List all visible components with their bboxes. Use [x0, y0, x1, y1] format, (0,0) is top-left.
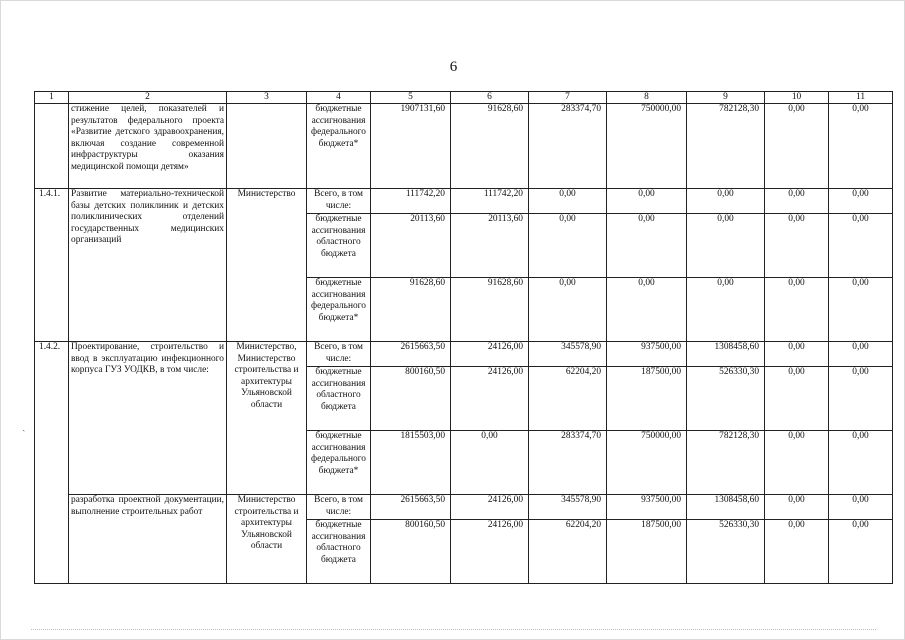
amount-cell: 782128,30: [687, 104, 765, 189]
amount-cell: 0,00: [765, 431, 829, 495]
amount-cell: 0,00: [829, 189, 893, 214]
amount-cell: 24126,00: [451, 495, 529, 520]
amount-cell: 20113,60: [371, 214, 451, 278]
column-header: 2: [69, 92, 227, 104]
amount-cell: 0,00: [607, 214, 687, 278]
column-header: 3: [227, 92, 307, 104]
amount-cell: 91628,60: [451, 278, 529, 342]
amount-cell: 0,00: [607, 278, 687, 342]
amount-cell: 0,00: [529, 189, 607, 214]
funding-source-cell: Всего, в том числе:: [307, 342, 371, 367]
column-header: 4: [307, 92, 371, 104]
amount-cell: 0,00: [765, 214, 829, 278]
amount-cell: 0,00: [829, 431, 893, 495]
funding-source-cell: Всего, в том числе:: [307, 189, 371, 214]
amount-cell: 0,00: [765, 189, 829, 214]
amount-cell: 0,00: [529, 214, 607, 278]
amount-cell: 0,00: [451, 431, 529, 495]
amount-cell: 62204,20: [529, 520, 607, 584]
table-row: [35, 342, 893, 367]
column-header: 9: [687, 92, 765, 104]
amount-cell: 800160,50: [371, 367, 451, 431]
amount-cell: 0,00: [687, 278, 765, 342]
amount-cell: 187500,00: [607, 520, 687, 584]
amount-cell: 345578,90: [529, 342, 607, 367]
row-number-cell: 1.4.1.: [35, 189, 69, 342]
amount-cell: 526330,30: [687, 367, 765, 431]
funding-source-cell: бюджетные ассигнования областного бюджета: [307, 367, 371, 431]
amount-cell: 1308458,60: [687, 342, 765, 367]
amount-cell: 750000,00: [607, 104, 687, 189]
amount-cell: 283374,70: [529, 431, 607, 495]
amount-cell: 91628,60: [451, 104, 529, 189]
scan-mark: ˏ: [22, 421, 26, 432]
amount-cell: 0,00: [829, 278, 893, 342]
amount-cell: 0,00: [829, 520, 893, 584]
amount-cell: 24126,00: [451, 367, 529, 431]
funding-source-cell: бюджетные ассигнования федерального бюджета*: [307, 104, 371, 189]
amount-cell: 62204,20: [529, 367, 607, 431]
column-header: 7: [529, 92, 607, 104]
row-number-cell: 1.4.2.: [35, 342, 69, 584]
page-number: 6: [449, 59, 458, 75]
column-header: 5: [371, 92, 451, 104]
column-header: 6: [451, 92, 529, 104]
amount-cell: 1907131,60: [371, 104, 451, 189]
amount-cell: 0,00: [829, 495, 893, 520]
amount-cell: 526330,30: [687, 520, 765, 584]
executor-cell: [227, 104, 307, 189]
table-row: [35, 495, 893, 520]
measure-name-cell: Развитие материально-технической базы детских поликлиник и детских поликлинических отделений государственных медицинских организаций: [69, 189, 227, 342]
amount-cell: 1308458,60: [687, 495, 765, 520]
amount-cell: 2615663,50: [371, 342, 451, 367]
amount-cell: 782128,30: [687, 431, 765, 495]
amount-cell: 750000,00: [607, 431, 687, 495]
amount-cell: 187500,00: [607, 367, 687, 431]
amount-cell: 0,00: [687, 189, 765, 214]
column-header: 11: [829, 92, 893, 104]
budget-table: [34, 91, 893, 584]
amount-cell: 20113,60: [451, 214, 529, 278]
measure-name-cell: стижение целей, показателей и результатов федерального проекта «Развитие детского здравоохранения, включая создание современной инфраструктуры оказания медицинской помощи детям»: [69, 104, 227, 189]
table-row: [35, 189, 893, 214]
scan-edge-noise: [31, 629, 876, 634]
measure-name-cell: Проектирование, строительство и ввод в эксплуатацию инфекционного корпуса ГУЗ УОДКВ, в том числе:: [69, 342, 227, 495]
executor-cell: Министерство, Министерство строительства и архитектуры Ульяновской области: [227, 342, 307, 495]
amount-cell: 937500,00: [607, 342, 687, 367]
amount-cell: 91628,60: [371, 278, 451, 342]
measure-name-cell: разработка проектной документации, выполнение строительных работ: [69, 495, 227, 584]
funding-source-cell: бюджетные ассигнования федерального бюджета*: [307, 278, 371, 342]
amount-cell: 0,00: [829, 367, 893, 431]
amount-cell: 111742,20: [451, 189, 529, 214]
amount-cell: 0,00: [765, 367, 829, 431]
amount-cell: 283374,70: [529, 104, 607, 189]
executor-cell: Министерство: [227, 189, 307, 342]
executor-cell: Министерство строительства и архитектуры Ульяновской области: [227, 495, 307, 584]
column-header: 10: [765, 92, 829, 104]
amount-cell: 0,00: [829, 214, 893, 278]
funding-source-cell: бюджетные ассигнования областного бюджета: [307, 520, 371, 584]
amount-cell: 0,00: [829, 104, 893, 189]
table-row: [35, 104, 893, 189]
amount-cell: 0,00: [829, 342, 893, 367]
amount-cell: 2615663,50: [371, 495, 451, 520]
amount-cell: 0,00: [765, 278, 829, 342]
funding-source-cell: бюджетные ассигнования федерального бюджета*: [307, 431, 371, 495]
amount-cell: 24126,00: [451, 520, 529, 584]
amount-cell: 0,00: [765, 495, 829, 520]
column-header: 1: [35, 92, 69, 104]
funding-source-cell: Всего, в том числе:: [307, 495, 371, 520]
row-number-cell: [35, 104, 69, 189]
amount-cell: 24126,00: [451, 342, 529, 367]
amount-cell: 0,00: [607, 189, 687, 214]
amount-cell: 0,00: [687, 214, 765, 278]
amount-cell: 0,00: [765, 342, 829, 367]
column-header: 8: [607, 92, 687, 104]
funding-source-cell: бюджетные ассигнования областного бюджета: [307, 214, 371, 278]
amount-cell: 1815503,00: [371, 431, 451, 495]
amount-cell: 800160,50: [371, 520, 451, 584]
amount-cell: 0,00: [529, 278, 607, 342]
amount-cell: 345578,90: [529, 495, 607, 520]
amount-cell: 0,00: [765, 520, 829, 584]
column-number-row: [35, 92, 893, 104]
amount-cell: 937500,00: [607, 495, 687, 520]
amount-cell: 111742,20: [371, 189, 451, 214]
amount-cell: 0,00: [765, 104, 829, 189]
